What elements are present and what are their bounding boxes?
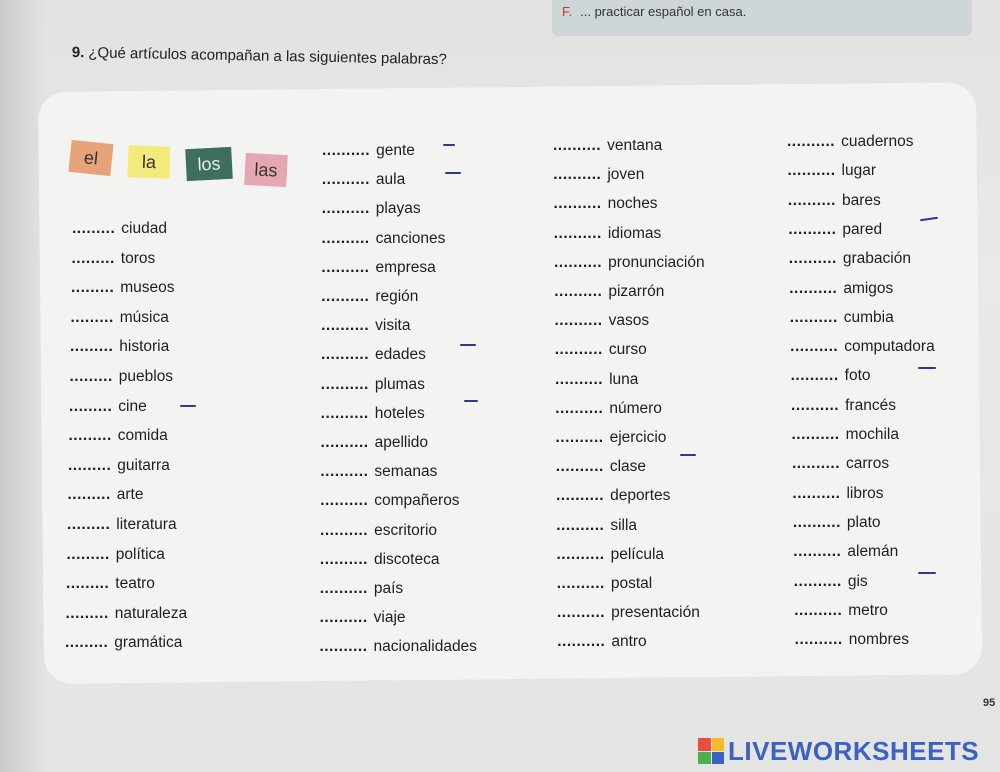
word-item — [791, 397, 896, 415]
liveworksheets-watermark — [698, 736, 979, 766]
exercise-number: 9. — [71, 44, 85, 62]
word-label: computadora — [844, 338, 935, 356]
watermark-text: LIVEWORKSHEETS — [728, 735, 980, 766]
exercise-title — [72, 44, 447, 68]
word-item — [322, 142, 415, 160]
answer-blank[interactable]: .......... — [322, 142, 371, 159]
word-item — [794, 602, 888, 620]
pen-mark — [460, 344, 476, 346]
word-label: plumas — [374, 375, 425, 393]
word-item — [789, 250, 911, 268]
answer-blank[interactable]: ......... — [68, 456, 112, 474]
word-label: escritorio — [374, 521, 438, 539]
word-label: amigos — [843, 279, 894, 297]
pen-mark — [918, 367, 936, 369]
word-label: playas — [375, 200, 421, 218]
article-tag-el[interactable]: el — [68, 140, 113, 176]
word-label: noches — [607, 195, 658, 213]
answer-blank[interactable]: .......... — [555, 370, 604, 388]
word-label: museos — [120, 279, 175, 297]
word-label: ventana — [607, 137, 663, 154]
word-item — [555, 341, 647, 359]
word-item — [556, 458, 646, 476]
word-item — [320, 580, 403, 598]
answer-blank[interactable]: .......... — [789, 279, 838, 297]
word-label: pronunciación — [608, 253, 705, 271]
word-label: visita — [375, 317, 411, 335]
answer-blank[interactable]: .......... — [788, 220, 837, 238]
word-label: empresa — [375, 258, 436, 276]
previous-exercise-line — [562, 4, 746, 19]
answer-blank[interactable]: ......... — [71, 279, 115, 297]
answer-blank[interactable]: .......... — [320, 375, 369, 393]
answer-blank[interactable]: ......... — [67, 486, 111, 504]
word-label: luna — [609, 370, 639, 388]
word-item — [69, 427, 168, 445]
previous-item-letter: F. — [562, 4, 573, 19]
pen-mark — [180, 405, 196, 407]
answer-blank[interactable]: ......... — [69, 368, 113, 385]
word-item — [792, 455, 889, 473]
answer-blank[interactable]: ......... — [69, 397, 113, 415]
word-label: teatro — [115, 575, 155, 593]
pen-mark — [464, 400, 478, 402]
word-item — [787, 133, 913, 151]
word-item — [320, 522, 437, 540]
answer-blank[interactable]: .......... — [554, 283, 603, 300]
answer-blank[interactable]: ......... — [67, 516, 111, 533]
word-label: país — [373, 580, 404, 597]
word-label: lugar — [841, 162, 876, 180]
word-label: comida — [117, 427, 168, 445]
liveworksheets-logo-icon — [698, 738, 724, 764]
word-item — [553, 137, 662, 155]
word-label: región — [375, 288, 419, 305]
word-label: nacionalidades — [373, 638, 477, 656]
answer-blank[interactable]: .......... — [553, 224, 602, 242]
word-item — [321, 259, 435, 277]
word-label: literatura — [116, 516, 177, 533]
word-label: viaje — [373, 609, 406, 627]
word-label: cine — [118, 397, 147, 415]
word-item — [791, 367, 871, 385]
word-item — [67, 546, 165, 564]
word-item — [554, 225, 662, 243]
word-item — [788, 221, 882, 239]
word-label: música — [119, 308, 169, 326]
answer-blank[interactable]: .......... — [790, 367, 839, 385]
word-label: postal — [610, 575, 653, 592]
word-label: gramática — [114, 634, 183, 652]
article-tag-los[interactable]: los — [185, 147, 233, 181]
word-label: toros — [120, 249, 156, 267]
pen-mark — [680, 454, 696, 456]
word-label: política — [115, 545, 165, 563]
answer-blank[interactable]: .......... — [555, 399, 604, 417]
answer-blank[interactable]: ......... — [70, 308, 114, 326]
word-label: curso — [608, 341, 647, 359]
word-label: cumbia — [843, 308, 894, 326]
word-label: pizarrón — [608, 283, 665, 300]
answer-blank[interactable]: ......... — [65, 634, 109, 652]
word-label: hoteles — [374, 404, 425, 422]
word-label: plato — [846, 513, 881, 531]
word-item — [68, 486, 144, 504]
answer-blank[interactable]: .......... — [792, 513, 841, 531]
answer-blank[interactable]: .......... — [787, 133, 836, 150]
answer-blank[interactable]: .......... — [787, 162, 836, 180]
word-item — [322, 230, 446, 248]
word-label: silla — [610, 516, 638, 534]
page-number: 95 — [983, 697, 996, 709]
word-item — [795, 631, 909, 649]
word-label: gis — [847, 572, 868, 590]
word-label: pared — [842, 220, 883, 238]
pen-mark — [443, 144, 455, 146]
word-item — [70, 338, 169, 356]
word-item — [320, 463, 437, 481]
answer-blank[interactable]: .......... — [791, 426, 840, 443]
answer-blank[interactable]: .......... — [790, 338, 839, 356]
word-item — [320, 609, 406, 627]
word-label: ejercicio — [609, 429, 667, 446]
word-item — [71, 279, 175, 297]
word-label: semanas — [374, 463, 438, 481]
previous-item-text: ... practicar español en casa. — [580, 4, 747, 19]
word-item — [321, 376, 425, 394]
word-item — [792, 426, 900, 444]
answer-blank[interactable]: .......... — [553, 137, 602, 154]
pen-mark — [918, 572, 936, 574]
word-label: edades — [375, 346, 426, 364]
word-label: antro — [611, 633, 647, 651]
word-item — [556, 487, 670, 505]
answer-blank[interactable]: .......... — [319, 550, 368, 568]
word-item — [69, 398, 147, 416]
word-item — [556, 517, 637, 535]
answer-blank[interactable]: .......... — [319, 580, 368, 597]
word-item — [789, 280, 893, 298]
word-label: cuadernos — [841, 133, 914, 150]
word-label: carros — [846, 455, 890, 473]
answer-blank[interactable]: ......... — [68, 427, 112, 445]
answer-blank[interactable]: .......... — [321, 171, 370, 189]
word-item — [72, 250, 156, 268]
answer-blank[interactable]: .......... — [793, 572, 842, 590]
answer-blank[interactable]: ......... — [65, 604, 109, 622]
answer-blank[interactable]: .......... — [556, 516, 605, 534]
word-item — [788, 192, 881, 210]
word-label: pueblos — [118, 368, 174, 385]
word-item — [66, 575, 155, 593]
word-item — [319, 638, 477, 656]
word-label: idiomas — [607, 224, 662, 242]
answer-blank[interactable]: ......... — [66, 575, 110, 593]
answer-blank[interactable]: .......... — [319, 609, 368, 627]
word-label: vasos — [608, 312, 650, 330]
word-label: joven — [607, 166, 645, 184]
answer-blank[interactable]: .......... — [794, 631, 843, 649]
answer-blank[interactable]: .......... — [321, 258, 370, 276]
word-item — [66, 605, 188, 623]
word-label: clase — [609, 458, 647, 476]
word-label: apellido — [374, 434, 429, 451]
word-item — [554, 254, 705, 272]
answer-blank[interactable]: .......... — [556, 545, 605, 563]
answer-blank[interactable]: .......... — [787, 191, 836, 209]
answer-blank[interactable]: .......... — [320, 346, 370, 364]
pen-mark — [445, 172, 461, 174]
answer-blank[interactable]: .......... — [557, 633, 606, 651]
word-label: número — [609, 399, 662, 417]
word-item — [71, 309, 169, 327]
answer-blank[interactable]: .......... — [792, 484, 841, 502]
word-label: compañeros — [374, 492, 460, 510]
word-item — [321, 288, 418, 306]
word-item — [322, 171, 405, 189]
word-label: metro — [848, 601, 888, 619]
word-label: gente — [376, 142, 415, 159]
word-item — [72, 220, 167, 238]
answer-blank[interactable]: .......... — [788, 250, 837, 268]
word-item — [322, 200, 421, 218]
answer-blank[interactable]: .......... — [554, 312, 603, 330]
word-item — [65, 634, 182, 652]
word-item — [793, 543, 898, 561]
answer-blank[interactable]: .......... — [554, 341, 603, 359]
article-tag-las[interactable]: las — [244, 153, 288, 187]
answer-blank[interactable]: .......... — [554, 253, 603, 271]
word-label: presentación — [611, 604, 700, 622]
word-label: historia — [119, 338, 170, 356]
answer-blank[interactable]: .......... — [320, 434, 369, 451]
word-item — [790, 338, 935, 356]
answer-blank[interactable]: .......... — [321, 200, 370, 218]
word-item — [555, 371, 638, 389]
answer-blank[interactable]: .......... — [553, 195, 602, 213]
word-item — [70, 368, 174, 386]
answer-blank[interactable]: .......... — [319, 638, 368, 656]
word-label: alemán — [847, 543, 899, 561]
word-item — [557, 546, 665, 564]
answer-blank[interactable]: ......... — [71, 249, 115, 267]
word-label: película — [610, 545, 665, 563]
word-item — [555, 400, 662, 418]
word-item — [321, 346, 426, 364]
word-label: deportes — [610, 487, 671, 505]
answer-blank[interactable]: .......... — [321, 288, 370, 305]
word-item — [556, 429, 667, 447]
answer-blank[interactable]: .......... — [321, 317, 370, 335]
answer-blank[interactable]: .......... — [321, 229, 370, 247]
word-item — [787, 162, 876, 180]
answer-blank[interactable]: .......... — [557, 604, 606, 622]
word-label: ciudad — [121, 220, 167, 237]
word-item — [555, 312, 650, 330]
answer-blank[interactable]: .......... — [555, 429, 604, 446]
answer-blank[interactable]: .......... — [789, 308, 838, 326]
word-label: guitarra — [117, 456, 170, 474]
word-item — [320, 551, 440, 569]
word-label: mochila — [845, 426, 899, 443]
word-item — [557, 633, 646, 651]
word-item — [554, 283, 664, 301]
answer-blank[interactable]: .......... — [555, 458, 604, 476]
word-item — [67, 516, 177, 534]
answer-blank[interactable]: .......... — [556, 575, 605, 592]
word-item — [557, 604, 700, 622]
answer-blank[interactable]: .......... — [793, 543, 842, 561]
answer-blank[interactable]: .......... — [320, 463, 369, 481]
word-item — [793, 514, 881, 532]
answer-blank[interactable]: ......... — [66, 545, 110, 563]
answer-blank[interactable]: .......... — [320, 404, 369, 422]
answer-blank[interactable]: ......... — [72, 220, 116, 237]
answer-blank[interactable]: .......... — [553, 166, 602, 184]
answer-blank[interactable]: .......... — [320, 492, 369, 510]
word-item — [792, 485, 883, 503]
word-item — [794, 573, 868, 591]
word-item — [554, 195, 658, 213]
word-label: discoteca — [373, 550, 440, 568]
exercise-question: ¿Qué artículos acompañan a las siguientes palabras? — [88, 44, 447, 69]
article-tag-la[interactable]: la — [127, 145, 170, 178]
word-label: foto — [844, 367, 871, 385]
word-item — [321, 317, 410, 335]
word-item — [320, 492, 459, 510]
word-label: grabación — [842, 250, 911, 268]
word-label: canciones — [375, 229, 446, 247]
word-label: bares — [841, 191, 881, 209]
word-item — [321, 434, 429, 452]
word-item — [68, 457, 170, 475]
answer-blank[interactable]: .......... — [794, 601, 843, 619]
word-item — [553, 166, 644, 184]
answer-blank[interactable]: .......... — [556, 487, 605, 505]
answer-blank[interactable]: ......... — [70, 338, 114, 356]
word-label: francés — [845, 396, 896, 414]
word-label: arte — [116, 486, 144, 504]
word-item — [321, 405, 425, 423]
answer-blank[interactable]: .......... — [320, 521, 369, 539]
answer-blank[interactable]: .......... — [791, 396, 840, 414]
word-label: aula — [375, 171, 406, 189]
word-label: naturaleza — [114, 604, 188, 622]
word-label: libros — [846, 484, 884, 502]
answer-blank[interactable]: .......... — [791, 455, 841, 473]
word-label: nombres — [848, 631, 910, 649]
word-item — [790, 309, 894, 327]
word-item — [557, 575, 652, 593]
